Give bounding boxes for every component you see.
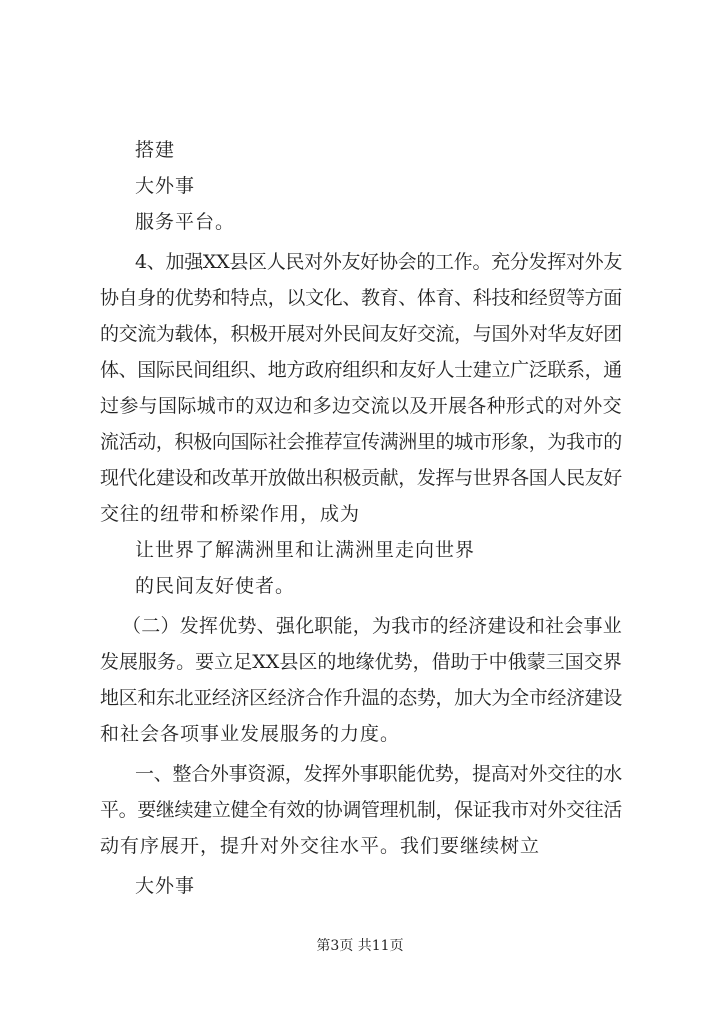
text-line: 一、整合外事资源，发挥外事职能优势，提高对外交往的水: [135, 763, 622, 785]
text-line: 大外事: [135, 875, 196, 897]
text-line: 动有序展开，提升对外交往水平。我们要继续树立: [100, 835, 541, 857]
text-line: 地区和东北亚经济区经济合作升温的态势，加大为全市经济建设: [100, 687, 622, 709]
page-footer: 第3页 共11页: [316, 938, 404, 954]
text-line: 的交流为载体，积极开展对外民间友好交流，与国外对华友好团: [100, 323, 622, 345]
text-line: 流活动，积极向国际社会推荐宣传满洲里的城市形象，为我市的: [100, 431, 622, 453]
text-line: 交往的纽带和桥梁作用，成为: [100, 503, 361, 525]
text-line: 让世界了解满洲里和让满洲里走向世界: [135, 539, 476, 561]
text-line: 平。要继续建立健全有效的协调管理机制，保证我市对外交往活: [100, 799, 622, 821]
text-line: 过参与国际城市的双边和多边交流以及开展各种形式的对外交: [100, 395, 622, 417]
text-line: 体、国际民间组织、地方政府组织和友好人士建立广泛联系，通: [100, 359, 622, 381]
text-line: 协自身的优势和特点，以文化、教育、体育、科技和经贸等方面: [100, 287, 622, 309]
text-line: 发展服务。要立足XX县区的地缘优势，借助于中俄蒙三国交界: [100, 651, 622, 673]
text-line: 服务平台。: [135, 211, 236, 233]
text-line: 4、加强XX县区人民对外友好协会的工作。充分发挥对外友: [135, 251, 623, 273]
text-line: 和社会各项事业发展服务的力度。: [100, 723, 401, 745]
text-line: （二）发挥优势、强化职能，为我市的经济建设和社会事业: [122, 615, 622, 637]
text-line: 的民间友好使者。: [135, 575, 296, 597]
text-line: 搭建: [135, 139, 176, 161]
text-line: 大外事: [135, 175, 196, 197]
text-line: 现代化建设和改革开放做出积极贡献，发挥与世界各国人民友好: [100, 467, 622, 489]
body-text: [100, 132, 622, 904]
